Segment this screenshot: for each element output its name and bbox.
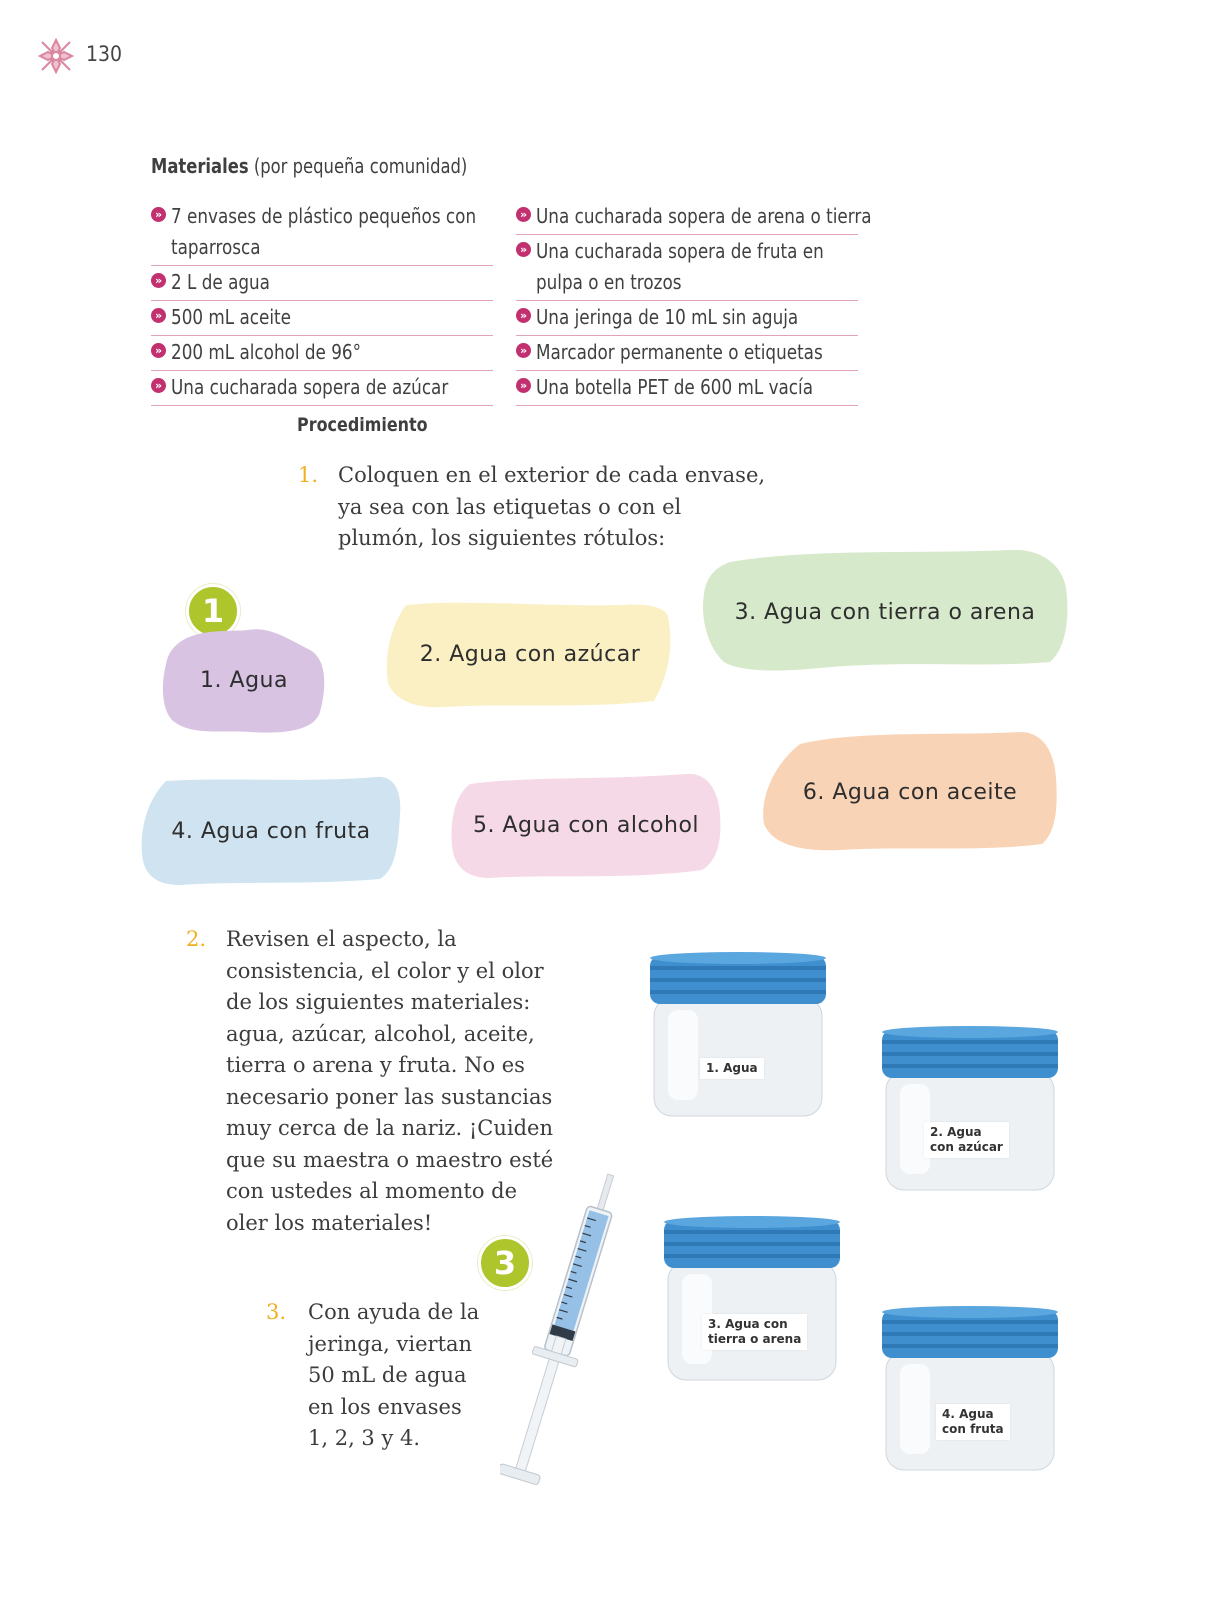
jar-icon (648, 950, 828, 1120)
step-line: 1, 2, 3 y 4. (308, 1426, 421, 1450)
list-item-text: taparrosca (171, 235, 261, 259)
list-item (516, 301, 858, 336)
step-line: de los siguientes materiales: (226, 990, 531, 1014)
chevron-right-icon: » (516, 242, 531, 257)
list-item (151, 301, 493, 336)
badge-1: 1 (186, 584, 240, 638)
list-item (151, 371, 493, 406)
chevron-right-icon: » (516, 343, 531, 358)
list-item-text: Una cucharada sopera de arena o tierra (536, 204, 872, 228)
jar-label-line: 2. Agua (930, 1125, 982, 1139)
jar-label-line: 4. Agua (942, 1407, 994, 1421)
label-blob-5 (450, 770, 722, 880)
list-item-text: 2 L de agua (171, 270, 270, 294)
syringe-icon (500, 1165, 630, 1525)
label-blob-2 (384, 597, 676, 711)
list-item-text: Una jeringa de 10 mL sin aguja (536, 305, 799, 329)
list-item-text: pulpa o en trozos (536, 270, 682, 294)
list-item (151, 336, 493, 371)
list-item-text: Una botella PET de 600 mL vacía (536, 375, 814, 399)
page-number: 130 (86, 42, 123, 66)
materials-title-bold: Materiales (151, 154, 249, 178)
step-line: Revisen el aspecto, la (226, 927, 457, 951)
step-line: tierra o arena y fruta. No es (226, 1053, 525, 1077)
step-line: consistencia, el color y el olor (226, 958, 544, 983)
list-item-text: Una cucharada sopera de fruta en (536, 239, 824, 263)
jar-1 (648, 950, 828, 1120)
list-item (516, 235, 858, 301)
jar-icon (880, 1304, 1060, 1474)
step-3-text (308, 1297, 528, 1455)
jar-4 (880, 1304, 1060, 1474)
list-item (516, 336, 858, 371)
label-text: 6. Agua con aceite (802, 779, 1018, 805)
list-item-text: 500 mL aceite (171, 305, 291, 329)
label-blob-6 (760, 728, 1060, 856)
chevron-right-icon: » (516, 207, 531, 222)
step-line: plumón, los siguientes rótulos: (338, 526, 666, 550)
label-blob-4 (140, 775, 402, 887)
chevron-right-icon: » (151, 273, 166, 288)
step-number: 2. (186, 927, 207, 951)
chevron-right-icon: » (151, 207, 166, 222)
step-number: 3. (266, 1300, 287, 1324)
list-item-text: Una cucharada sopera de azúcar (171, 375, 449, 399)
step-line: que su maestra o maestro esté (226, 1147, 554, 1172)
step-line: 50 mL de agua (308, 1363, 467, 1387)
list-item-text: 7 envases de plástico pequeños con (171, 204, 477, 228)
jar-2 (880, 1024, 1060, 1194)
materials-list-left (151, 200, 493, 406)
label-text: 4. Agua con fruta (171, 818, 371, 844)
jar-label (936, 1404, 1010, 1440)
label-blob-1 (160, 620, 328, 740)
jar-icon (880, 1024, 1060, 1194)
list-item (516, 371, 858, 406)
list-item-text: Marcador permanente o etiquetas (536, 340, 823, 364)
materials-title (151, 154, 467, 178)
jar-icon (662, 1214, 842, 1384)
step-line: en los envases (308, 1394, 462, 1419)
jar-label-line: 1. Agua (706, 1061, 758, 1075)
chevron-right-icon: » (151, 343, 166, 358)
flower-pattern-icon (38, 38, 74, 74)
step-line: necesario poner las sustancias (226, 1084, 553, 1109)
list-item (151, 266, 493, 301)
procedure-title: Procedimiento (297, 414, 428, 436)
chevron-right-icon: » (151, 378, 166, 393)
jar-label (702, 1314, 807, 1350)
materials-list-right (516, 200, 872, 406)
jar-label-line: con fruta (942, 1422, 1004, 1436)
jar-label-line: tierra o arena (708, 1332, 802, 1346)
step-number: 1. (298, 463, 319, 487)
chevron-right-icon: » (151, 308, 166, 323)
label-text: 1. Agua (200, 667, 288, 693)
jar-label-line: con azúcar (930, 1140, 1003, 1154)
materials-title-rest: (por pequeña comunidad) (248, 154, 468, 178)
step-1-text (338, 460, 808, 555)
badge-3: 3 (478, 1236, 532, 1290)
list-item (516, 200, 872, 235)
jar-label (924, 1122, 1009, 1158)
step-line: muy cerca de la nariz. ¡Cuiden (226, 1116, 553, 1140)
list-item-text: 200 mL alcohol de 96° (171, 340, 362, 364)
list-item (151, 200, 493, 266)
step-line: agua, azúcar, alcohol, aceite, (226, 1021, 535, 1046)
step-line: Con ayuda de la (308, 1300, 480, 1324)
step-line: ya sea con las etiquetas o con el (338, 494, 682, 519)
label-text: 3. Agua con tierra o arena (734, 599, 1036, 625)
jar-label-line: 3. Agua con (708, 1317, 788, 1331)
chevron-right-icon: » (516, 378, 531, 393)
jar-label (700, 1058, 764, 1079)
label-text: 2. Agua con azúcar (419, 641, 641, 667)
label-blob-3 (700, 548, 1070, 676)
label-text: 5. Agua con alcohol (472, 812, 700, 838)
step-line: jeringa, viertan (308, 1331, 473, 1356)
step-line: Coloquen en el exterior de cada envase, (338, 463, 766, 487)
step-line: oler los materiales! (226, 1210, 433, 1235)
jar-3 (662, 1214, 842, 1384)
step-line: con ustedes al momento de (226, 1179, 518, 1203)
chevron-right-icon: » (516, 308, 531, 323)
